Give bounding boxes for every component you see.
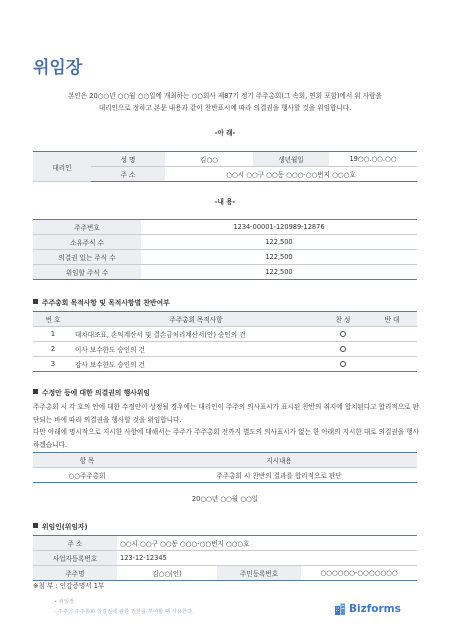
shares-table [33, 219, 417, 280]
bizforms-building-icon [334, 603, 346, 615]
grantor-holder-label: 주주명 [33, 566, 117, 581]
instructions-col-item: 항 목 [33, 453, 141, 468]
agenda-row [33, 327, 417, 342]
amend-body [33, 401, 419, 451]
agenda-table [33, 311, 417, 372]
grantor-bizno-value: 123-12-12345 [117, 551, 417, 566]
agenda-row-item: 대차대조표, 손익계산서 및 결손금처리계산서(안) 승인의 건 [73, 327, 319, 342]
agenda-header-row [33, 312, 417, 327]
shares-value: 122,500 [265, 268, 293, 276]
agenda-row-no: 2 [33, 342, 73, 357]
shares-value: 122,500 [141, 235, 417, 250]
circle-mark-icon [340, 361, 346, 367]
square-bullet-icon [33, 523, 38, 528]
intro-line-2: 대리인으로 정하고 본문 내용과 같이 찬반표시에 따라 의결권을 행사할 것을 위임합니다. [98, 104, 352, 112]
shares-label: 위임할 주식 수 [33, 265, 141, 280]
grantor-address-value: ○○시 ○○구 ○○동 ○○○-○○번지 ○○○호 [117, 536, 417, 551]
amend-section-heading [33, 387, 150, 397]
agent-birth-value: 19○○.○○.○○ [329, 152, 417, 167]
bizforms-wordmark: Bizforms [349, 603, 401, 615]
document-title: 위임장 [33, 58, 83, 78]
amend-heading-text: 수정안 등에 대한 의결권의 행사위임 [42, 389, 150, 397]
amend-paragraph-2: 다만 아래에 명시적으로 지시한 사항에 대해서는 주주가 주주총회 전까지 별도의 의사표시가 없는 한 아래의 지시한 대로 의결권을 행사하겠습니다. [33, 428, 419, 449]
grantor-bizno-label: 사업자등록번호 [33, 551, 117, 566]
agenda-section-heading [33, 297, 170, 307]
instructions-table [33, 452, 417, 483]
square-bullet-icon [33, 389, 38, 394]
vote-no-cell[interactable] [367, 327, 417, 342]
shares-row [33, 235, 417, 250]
shares-label: 의결권 있는 주식 수 [33, 250, 141, 265]
agenda-col-no: 번 호 [33, 312, 73, 327]
agenda-col-yes: 찬 성 [319, 312, 367, 327]
grantor-address-label: 주 소 [33, 536, 117, 551]
agenda-row [33, 357, 417, 372]
footnote-title: • 위임장 [54, 599, 75, 605]
vote-yes-cell[interactable] [319, 327, 367, 342]
grantor-table [33, 535, 417, 581]
agent-name-value: 김○○ [165, 152, 253, 167]
shares-value: 122,500 [141, 250, 417, 265]
agenda-col-no-vote: 반 대 [367, 312, 417, 327]
instructions-row-item: ○○주주총회 [68, 472, 106, 480]
agenda-row-item: 이사 보수한도 승인의 건 [73, 342, 319, 357]
agenda-row-no: 3 [50, 360, 56, 368]
instructions-row-content: 주주총회 시 찬반의 결과를 합리적으로 판단 [216, 472, 342, 480]
instructions-col-content: 지시내용 [141, 453, 417, 468]
agent-name-label: 성 명 [91, 152, 165, 167]
intro-line-1: 본인은 20○○년 ○○월 ○○일에 개최하는 ○○회사 제87기 정기 주주총회(그 속회, 연회 포함)에서 위 사람을 [68, 92, 382, 100]
agent-birth-label: 생년월일 [253, 152, 329, 167]
square-bullet-icon [33, 299, 38, 304]
agent-table [33, 151, 417, 182]
signing-date: 20○○년 ○○월 ○○일 [191, 495, 259, 503]
agent-row-label: 대리인 [33, 152, 91, 182]
intro-paragraph [40, 90, 410, 114]
circle-mark-icon [340, 331, 346, 337]
shares-row [33, 265, 417, 280]
circle-mark-icon [340, 346, 346, 352]
shares-row [33, 250, 417, 265]
shares-label: 주주번호 [33, 220, 141, 235]
instructions-row [33, 468, 417, 483]
shares-value: 1234-00001-120989-12876 [141, 220, 417, 235]
vote-no-cell[interactable] [367, 342, 417, 357]
agenda-row-no: 1 [33, 327, 73, 342]
vote-yes-cell[interactable] [319, 342, 367, 357]
agenda-row-item: 감사 보수한도 승인의 건 [75, 361, 145, 369]
agenda-heading-text: 주주총회 목적사항 및 목적사항별 찬반여부 [42, 299, 170, 307]
shares-row [33, 220, 417, 235]
grantor-holder-value: 김○○(인) [152, 570, 182, 578]
grantor-heading-text: 위임인(위임자) [42, 523, 88, 531]
shares-label: 소유주식 수 [33, 235, 141, 250]
heading-below: -아 래- [214, 129, 236, 137]
bizforms-logo [334, 603, 401, 615]
attachment-note: ※첨 부 : 인감증명서 1부 [33, 582, 105, 590]
instructions-header-row [33, 453, 417, 468]
agent-address-label: 주 소 [91, 167, 165, 182]
vote-no-cell[interactable] [367, 357, 417, 372]
grantor-rrn-label: 주민등록번호 [217, 566, 301, 581]
grantor-section-heading [33, 521, 88, 531]
amend-paragraph-1: 주주총회 시 각 호의 안에 대한 수정안이 상정될 경우에는 대리인이 주주의 의사표시가 표시된 찬반의 취지에 합치된다고 합리적으로 판단되는 바에 따라 의결권을 행사할 것을 위임합니다. [33, 403, 419, 424]
agenda-row [33, 342, 417, 357]
grantor-rrn-value: ○○○○○○-○○○○○○○ [320, 569, 398, 577]
vote-yes-cell[interactable] [319, 357, 367, 372]
heading-content: -내 용- [214, 198, 236, 206]
agenda-col-item: 주주총회 목적사항 [73, 312, 319, 327]
agent-address-value: ○○시 ○○구 ○○동 ○○○-○○번지 ○○○호 [226, 171, 356, 179]
footnote-body: - 주주의 주주총회 의결권에 관한 권한을 부여할 때 사용한다. [54, 609, 194, 615]
